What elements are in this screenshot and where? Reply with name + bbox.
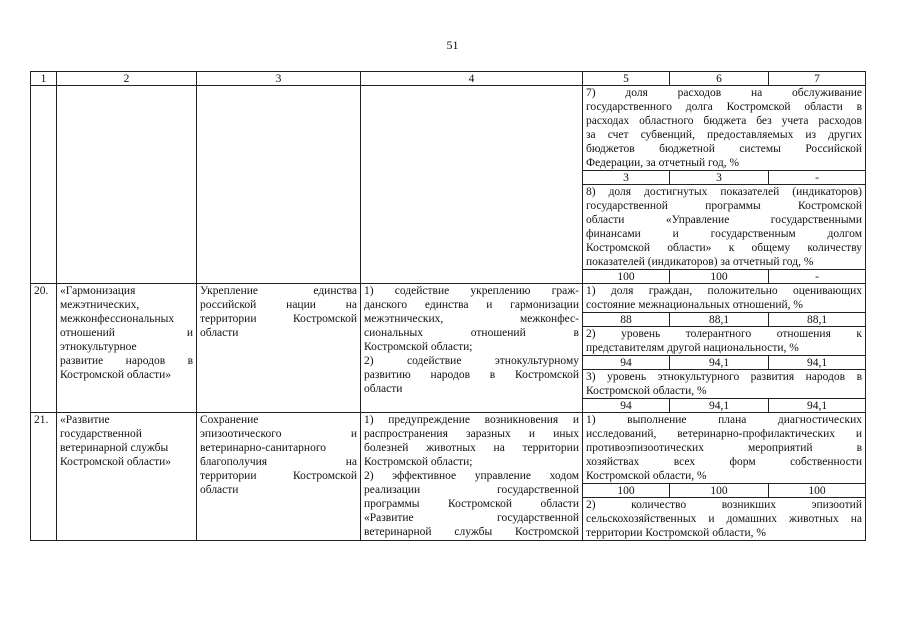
row-number: 20. (31, 284, 57, 413)
indicator-text (583, 498, 866, 541)
goal-line: эпизоотического и (200, 428, 357, 440)
indicator-value: 88,1 (670, 313, 769, 327)
task-line: развитию народов в Костромской (364, 369, 579, 381)
task-line: межэтнических, межконфес- (364, 313, 579, 325)
goal-line-last: области (200, 327, 239, 339)
name-line: развитие народов в (60, 355, 193, 367)
indicator-text (583, 370, 866, 399)
header-row (31, 72, 866, 86)
cont-num-cell (31, 86, 57, 284)
task-line: реализации государственной (364, 484, 579, 496)
task-line: 2) эффективное управление ходом (364, 470, 579, 482)
indicator-line: сельскохозяйственных и домашних животных на (586, 513, 862, 525)
task-line: 2) содействие этнокультурному (364, 355, 579, 367)
indicator-line: расходах областного бюджета без учета расходов (586, 115, 862, 127)
col-header-4: 4 (361, 72, 583, 86)
goal-line-last: области (200, 484, 239, 496)
col-header-6: 6 (670, 72, 769, 86)
indicator-line: хозяйствах всех форм собственности (586, 456, 862, 468)
indicator-line: 7) доля расходов на обслуживание (586, 87, 862, 99)
indicator-value: 3 (670, 171, 769, 185)
goal-line: российской нации на (200, 299, 357, 311)
indicator-8-text (583, 185, 866, 270)
task-line: данского единства и гармонизации (364, 299, 579, 311)
indicator-value: 88 (583, 313, 670, 327)
indicator-7-text (583, 86, 866, 171)
indicator-value: 94,1 (769, 399, 866, 413)
name-line: межэтнических, (60, 299, 140, 311)
task-line: сиональных отношений в (364, 327, 579, 339)
col-header-3: 3 (197, 72, 361, 86)
name-line-last: Костромской области» (60, 369, 172, 381)
indicator-line: государственного долга Костромской области в (586, 101, 862, 113)
indicator-value: 88,1 (769, 313, 866, 327)
indicator-text (583, 284, 866, 313)
goal-cell (197, 413, 361, 541)
name-line: «Развитие (60, 414, 110, 426)
indicator-line: 1) выполнение плана диагностических (586, 414, 862, 426)
indicator-line: противоэпизоотических мероприятий в (586, 442, 862, 454)
indicator-value: 3 (583, 171, 670, 185)
goal-line: Сохранение (200, 414, 259, 426)
indicator-line-last: Костромской области, % (586, 385, 707, 397)
indicator-value: 94 (583, 356, 670, 370)
indicator-value: 94 (583, 399, 670, 413)
goal-line: территории Костромской (200, 470, 357, 482)
indicator-line: государственной программы Костромской (586, 200, 862, 212)
goal-line: территории Костромской (200, 313, 357, 325)
indicator-text (583, 413, 866, 484)
indicator-value: 94,1 (670, 399, 769, 413)
cont-ind7-text-row (31, 86, 866, 171)
col-header-2: 2 (57, 72, 197, 86)
cont-tasks-cell (361, 86, 583, 284)
name-line: «Гармонизация (60, 285, 136, 297)
goal-cell (197, 284, 361, 413)
page-number: 51 (446, 38, 459, 52)
col-header-1: 1 (31, 72, 57, 86)
indicator-line: 3) уровень этнокультурного развития народов в (586, 371, 862, 383)
cont-goal-cell (197, 86, 361, 284)
indicator-line-last: показателей (индикаторов) за отчетный год, % (586, 256, 814, 268)
indicator-line: 2) количество возникших эпизоотий (586, 499, 862, 511)
goal-line: благополучия на (200, 456, 357, 468)
task-line: 1) содействие укреплению граж- (364, 285, 579, 297)
task-line: болезней животных на территории (364, 442, 579, 454)
indicator-line-last: Костромской области, % (586, 470, 707, 482)
indicator-line: Костромской области» к общему количеству (586, 242, 862, 254)
col-header-5: 5 (583, 72, 670, 86)
name-line: государственной (60, 428, 142, 440)
name-line: ветеринарной службы (60, 442, 169, 454)
indicator-line: 8) доля достигнутых показателей (индикаторов) (586, 186, 862, 198)
indicator-line: исследований, ветеринарно-профилактических и (586, 428, 862, 440)
indicator-value: - (769, 270, 866, 284)
cont-name-cell (57, 86, 197, 284)
indicator-line: 1) доля граждан, положительно оценивающих (586, 285, 862, 297)
indicator-line-last: территории Костромской области, % (586, 527, 766, 539)
row-20-ind1-text (31, 284, 866, 313)
indicator-text (583, 327, 866, 356)
program-name-cell (57, 413, 197, 541)
name-line: межконфессиональных (60, 313, 175, 325)
indicator-value: 94,1 (670, 356, 769, 370)
indicator-line: области «Управление государственными (586, 214, 862, 226)
task-line: распространения заразных и иных (364, 428, 579, 440)
goal-line: Укрепление единства (200, 285, 357, 297)
indicator-line: финансами и государственным долгом (586, 228, 862, 240)
task-line: «Развитие государственной (364, 512, 579, 524)
goal-line: ветеринарно-санитарного (200, 442, 327, 454)
task-line: ветеринарной службы Костромской (364, 526, 579, 538)
tasks-cell (361, 413, 583, 541)
program-table (30, 71, 866, 541)
tasks-cell (361, 284, 583, 413)
task-line: 1) предупреждение возникновения и (364, 414, 579, 426)
row-21-ind1-text (31, 413, 866, 484)
indicator-line-last: Федерации, за отчетный год, % (586, 157, 740, 169)
indicator-value: 100 (670, 484, 769, 498)
indicator-value: 94,1 (769, 356, 866, 370)
name-line: отношений и (60, 327, 193, 339)
indicator-value: 100 (670, 270, 769, 284)
indicator-value: 100 (583, 270, 670, 284)
task-line-last: области (364, 383, 403, 395)
task-line: программы Костромской области (364, 498, 579, 510)
indicator-line: 2) уровень толерантного отношения к (586, 328, 862, 340)
indicator-line-last: представителям другой национальности, % (586, 342, 799, 354)
indicator-value: 100 (769, 484, 866, 498)
indicator-value: - (769, 171, 866, 185)
task-line: Костромской области; (364, 341, 473, 353)
name-line-last: Костромской области» (60, 456, 172, 468)
col-header-7: 7 (769, 72, 866, 86)
indicator-line-last: состояние межнациональных отношений, % (586, 299, 804, 311)
program-name-cell (57, 284, 197, 413)
name-line: этнокультурное (60, 341, 137, 353)
row-number: 21. (31, 413, 57, 541)
indicator-value: 100 (583, 484, 670, 498)
task-line: Костромской области; (364, 456, 473, 468)
indicator-line: бюджетов бюджетной системы Российской (586, 143, 862, 155)
indicator-line: за счет субвенций, предоставляемых из других (586, 129, 862, 141)
